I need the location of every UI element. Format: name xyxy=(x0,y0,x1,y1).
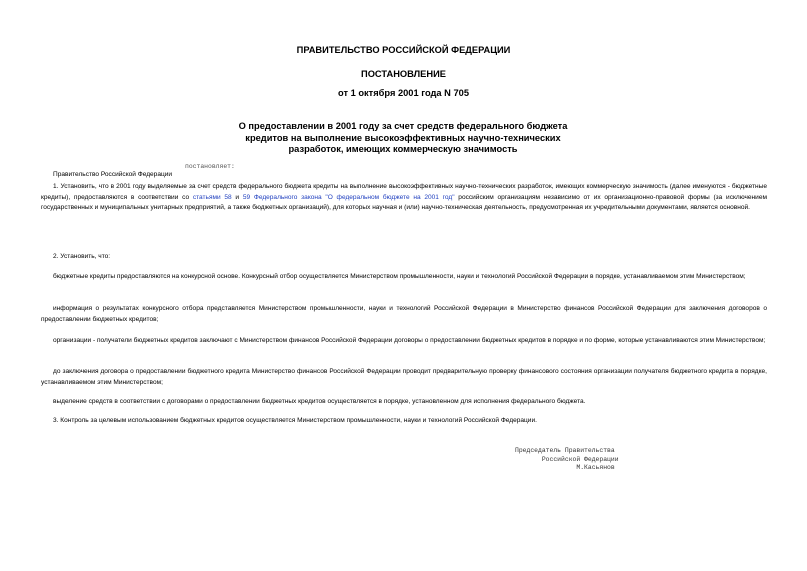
signature-line-position: Председатель Правительства xyxy=(515,447,615,454)
link-article-58[interactable]: статьями 58 xyxy=(192,193,232,201)
signature-block xyxy=(515,447,619,473)
paragraph-2: 2. Установить, что: xyxy=(53,253,111,260)
paragraph-1-text-a: 1. Установить, что в 2001 году выделяемые за счет средств федерального бюджета кредиты на выполнение высокоэффективных научно-технических разработок, имеющих коммерческую значимость (далее именуются - бюджетные кредиты), предоставляются в соответствии со xyxy=(41,183,767,201)
paragraph-2-item-2: информация о результатах конкурсного отбора представляется Министерством промышленности, науки и технологий Российской Федерации в Министерство финансов Российской Федерации для заключения договоров о предоставлении бюджетных кредитов; xyxy=(41,305,767,323)
government-heading: ПРАВИТЕЛЬСТВО РОССИЙСКОЙ ФЕДЕРАЦИИ xyxy=(296,45,511,55)
document-title: О предоставлении в 2001 году за счет средств федерального бюджета кредитов на выполнение высокоэффективных научно-технических разработок, имеющих коммерческую значимость xyxy=(238,121,568,154)
signature-line-name: М.Касьянов xyxy=(515,464,615,471)
paragraph-2-item-1: бюджетные кредиты предоставляются на конкурсной основе. Конкурсный отбор осуществляется Министерством промышленности, науки и технологий Российской Федерации в порядке, устанавливаемом этим Министерством; xyxy=(53,273,746,280)
postanovlyaet-label: постановляет: xyxy=(185,163,235,170)
preamble: Правительство Российской Федерации xyxy=(53,171,173,178)
paragraph-2-item-5: выделение средств в соответствии с договорами о предоставлении бюджетных кредитов осуществляется в порядке, установленном для исполнения федерального бюджета. xyxy=(53,398,586,405)
paragraph-1-and: и xyxy=(231,193,243,201)
document-type-heading: ПОСТАНОВЛЕНИЕ xyxy=(361,69,446,79)
paragraph-2-item-3: организации - получатели бюджетных кредитов заключают с Министерством финансов Российской Федерации договоры о предоставлении бюджетных кредитов в порядке и по форме, которые устанавливаются этим Министерством; xyxy=(53,337,766,344)
paragraph-1-text-b: российским организациям независимо от их организационно-правовой формы (за исключением государственных и муниципальных унитарных предприятий, а также бюджетных организаций), для которых научная и (или) научно-техническая деятельность, предусмотренная их учредительными документами, является основной. xyxy=(41,193,767,212)
signature-line-country: Российской Федерации xyxy=(515,455,619,463)
document-date-number: от 1 октября 2001 года N 705 xyxy=(338,88,469,98)
link-federal-budget-law[interactable]: 59 Федерального закона "О федеральном бюджете на 2001 год" xyxy=(242,193,455,201)
paragraph-1 xyxy=(41,182,767,214)
paragraph-3: 3. Контроль за целевым использованием бюджетных кредитов осуществляется Министерством промышленности, науки и технологий Российской Федерации. xyxy=(53,417,537,424)
paragraph-2-item-4: до заключения договора о предоставлении бюджетного кредита Министерство финансов Российской Федерации проводит предварительную проверку финансового состояния организации получателя бюджетного кредита в порядке, устанавливаемом этим Министерством; xyxy=(41,368,767,386)
